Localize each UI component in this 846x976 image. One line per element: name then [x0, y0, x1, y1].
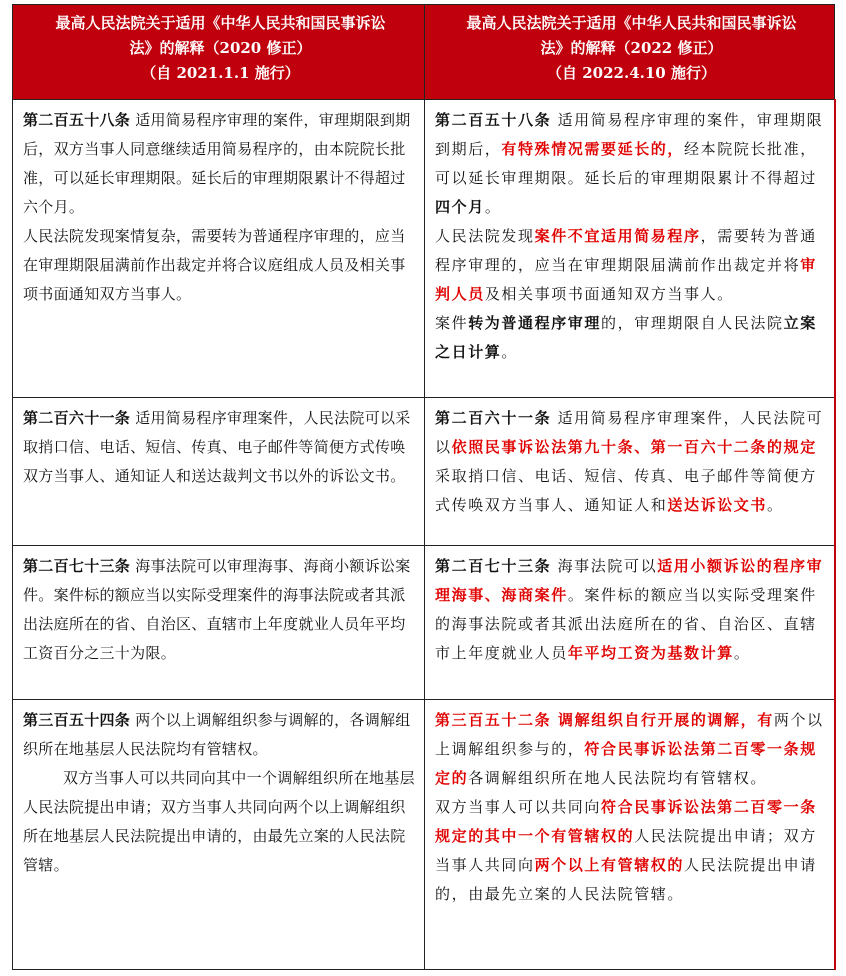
left-header-line1: 最高人民法院关于适用《中华人民共和国民事诉讼 — [55, 14, 386, 32]
article-text: 采取捎口信、电话、短信、传真、电子邮件等简便方式传唤双方当事人、通知证人和 — [435, 467, 817, 514]
article-text: 双方当事人可以共同向其中一个调解组织所在地基层人民法院提出申请；双方当事人共同向两个以上调解组织所在地基层人民法院提出申请的，由最先立案的人民法院管辖。 — [23, 769, 415, 874]
table-row — [13, 700, 835, 970]
amended-text: 四个月 — [435, 198, 485, 216]
article-text: 经本院院长批准，可以延长审理期限。延长后的审理期限累计不得超过 — [435, 140, 817, 187]
article-text: 人民法院发现 — [435, 227, 535, 245]
right-cell-article-261 — [425, 398, 835, 546]
article-paragraph — [435, 309, 828, 367]
right-header-line2: 法》的解释（2022 修正） — [540, 39, 723, 57]
amended-text: 符合民事诉讼法第二百零一条规定的 — [435, 740, 817, 787]
right-header-line3: （自 2022.4.10 施行） — [547, 64, 716, 82]
article-title: 第三百五十四条 — [23, 711, 131, 729]
amended-text: 送达诉讼文书 — [667, 496, 768, 514]
article-text: 及相关事项书面通知双方当事人。 — [484, 285, 734, 303]
article-title: 第二百五十八条 — [23, 111, 131, 129]
amended-text: 依照民事诉讼法第九十条、第一百六十二条的规定 — [451, 438, 817, 456]
amended-text: 审判人员 — [435, 256, 817, 303]
emphasized-text: 立案之日计算 — [435, 314, 817, 361]
table-row — [13, 100, 835, 398]
article-text: 两个以上调解组织参与调解的，各调解组织所在地基层人民法院均有管辖权。 — [23, 711, 411, 758]
amended-text: 有 — [757, 711, 774, 729]
article-text: 适用简易程序审理的案件，审理期限到期后， — [435, 111, 824, 158]
article-paragraph: 人民法院发现案情复杂，需要转为普通程序审理的，应当在审理期限届满前作出裁定并将合议庭组成人员及相关事项书面通知双方当事人。 — [23, 227, 406, 303]
article-text: 人民法院提出申请；双方当事人共同向 — [435, 827, 817, 874]
article-paragraph — [23, 106, 418, 222]
amended-text: 符合民事诉讼法第二百零一条规定的其中一个有管辖权的 — [435, 798, 817, 845]
article-paragraph — [435, 106, 828, 222]
article-text: 。 — [501, 343, 519, 361]
right-header-line1: 最高人民法院关于适用《中华人民共和国民事诉讼 — [466, 14, 797, 32]
article-text: 适用简易程序审理案件，人民法院可以采取捎口信、电话、短信、传真、电子邮件等简便方式传唤双方当事人、通知证人和送达裁判文书以外的诉讼文书。 — [23, 409, 411, 485]
left-cell-article-273 — [13, 546, 425, 700]
article-text: 的，审理期限自人民法院 — [601, 314, 784, 332]
article-paragraph — [435, 222, 828, 309]
article-paragraph — [23, 552, 418, 668]
amended-text: 两个以上有管辖权的 — [534, 856, 685, 874]
article-paragraph — [435, 793, 828, 909]
table-row — [13, 398, 835, 546]
comparison-table — [12, 4, 836, 970]
article-text: 两个以上调解组织参与的， — [435, 711, 824, 758]
left-cell-article-261 — [13, 398, 425, 546]
article-text: 双方当事人可以共同向 — [435, 798, 602, 816]
article-text: 。案件标的额应当以实际受理案件的海事法院或者其派出法庭所在的省、自治区、直辖市上年度就业人员 — [435, 586, 817, 662]
amended-text: 案件不宜适用简易程序 — [534, 227, 701, 245]
article-text: 适用简易程序审理案件，人民法院可以 — [435, 409, 824, 456]
article-text: ，需要转为普通程序审理的，应当在审理期限届满前作出裁定并将 — [435, 227, 817, 274]
right-cell-article-352 — [425, 700, 835, 970]
article-text: 。 — [484, 198, 502, 216]
article-text: 。 — [767, 496, 784, 514]
right-column-header — [425, 5, 835, 100]
left-cell-article-354 — [13, 700, 425, 970]
article-title: 第二百七十三条 — [23, 557, 131, 575]
table-row — [13, 546, 835, 700]
article-title: 第二百七十三条 — [435, 557, 552, 575]
left-cell-article-258 — [13, 100, 425, 398]
header-row — [13, 5, 835, 100]
left-header-line2: 法》的解释（2020 修正） — [129, 39, 312, 57]
article-text: 各调解组织所在地人民法院均有管辖权。 — [468, 769, 768, 787]
article-paragraph — [23, 764, 418, 880]
article-text: 案件 — [435, 314, 469, 332]
article-title: 第二百六十一条 — [23, 409, 131, 427]
article-text: 。 — [733, 644, 751, 662]
article-paragraph — [23, 706, 418, 764]
article-paragraph — [23, 404, 418, 491]
amended-text: 年平均工资为基数计算 — [567, 644, 734, 662]
article-text: 人民法院提出申请的，由最先立案的人民法院管辖。 — [435, 856, 817, 903]
amended-article-title: 第三百五十二条 调解组织自行开展的调解， — [435, 711, 758, 729]
left-header-line3: （自 2021.1.1 施行） — [141, 64, 300, 82]
article-paragraph — [435, 404, 828, 520]
article-paragraph — [435, 552, 828, 668]
article-text: 适用简易程序审理的案件，审理期限到期后，双方当事人同意继续适用简易程序的，由本院院长批准，可以延长审理期限。延长后的审理期限累计不得超过六个月。 — [23, 111, 411, 216]
article-title: 第二百五十八条 — [435, 111, 552, 129]
amended-text: 有特殊情况需要延长的， — [501, 140, 685, 158]
article-text: 海事法院可以审理海事、海商小额诉讼案件。案件标的额应当以实际受理案件的海事法院或者其派出法庭所在的省、自治区、直辖市上年度就业人员年平均工资百分之三十为限。 — [23, 557, 411, 662]
article-title: 第二百六十一条 — [435, 409, 552, 427]
article-text: 海事法院可以 — [557, 557, 658, 575]
emphasized-text: 转为普通程序审理 — [468, 314, 602, 332]
right-cell-article-258 — [425, 100, 835, 398]
amended-text: 适用小额诉讼的程序审理海事、海商案件 — [435, 557, 824, 604]
right-cell-article-273 — [425, 546, 835, 700]
left-column-header — [13, 5, 425, 100]
article-paragraph — [435, 706, 828, 793]
